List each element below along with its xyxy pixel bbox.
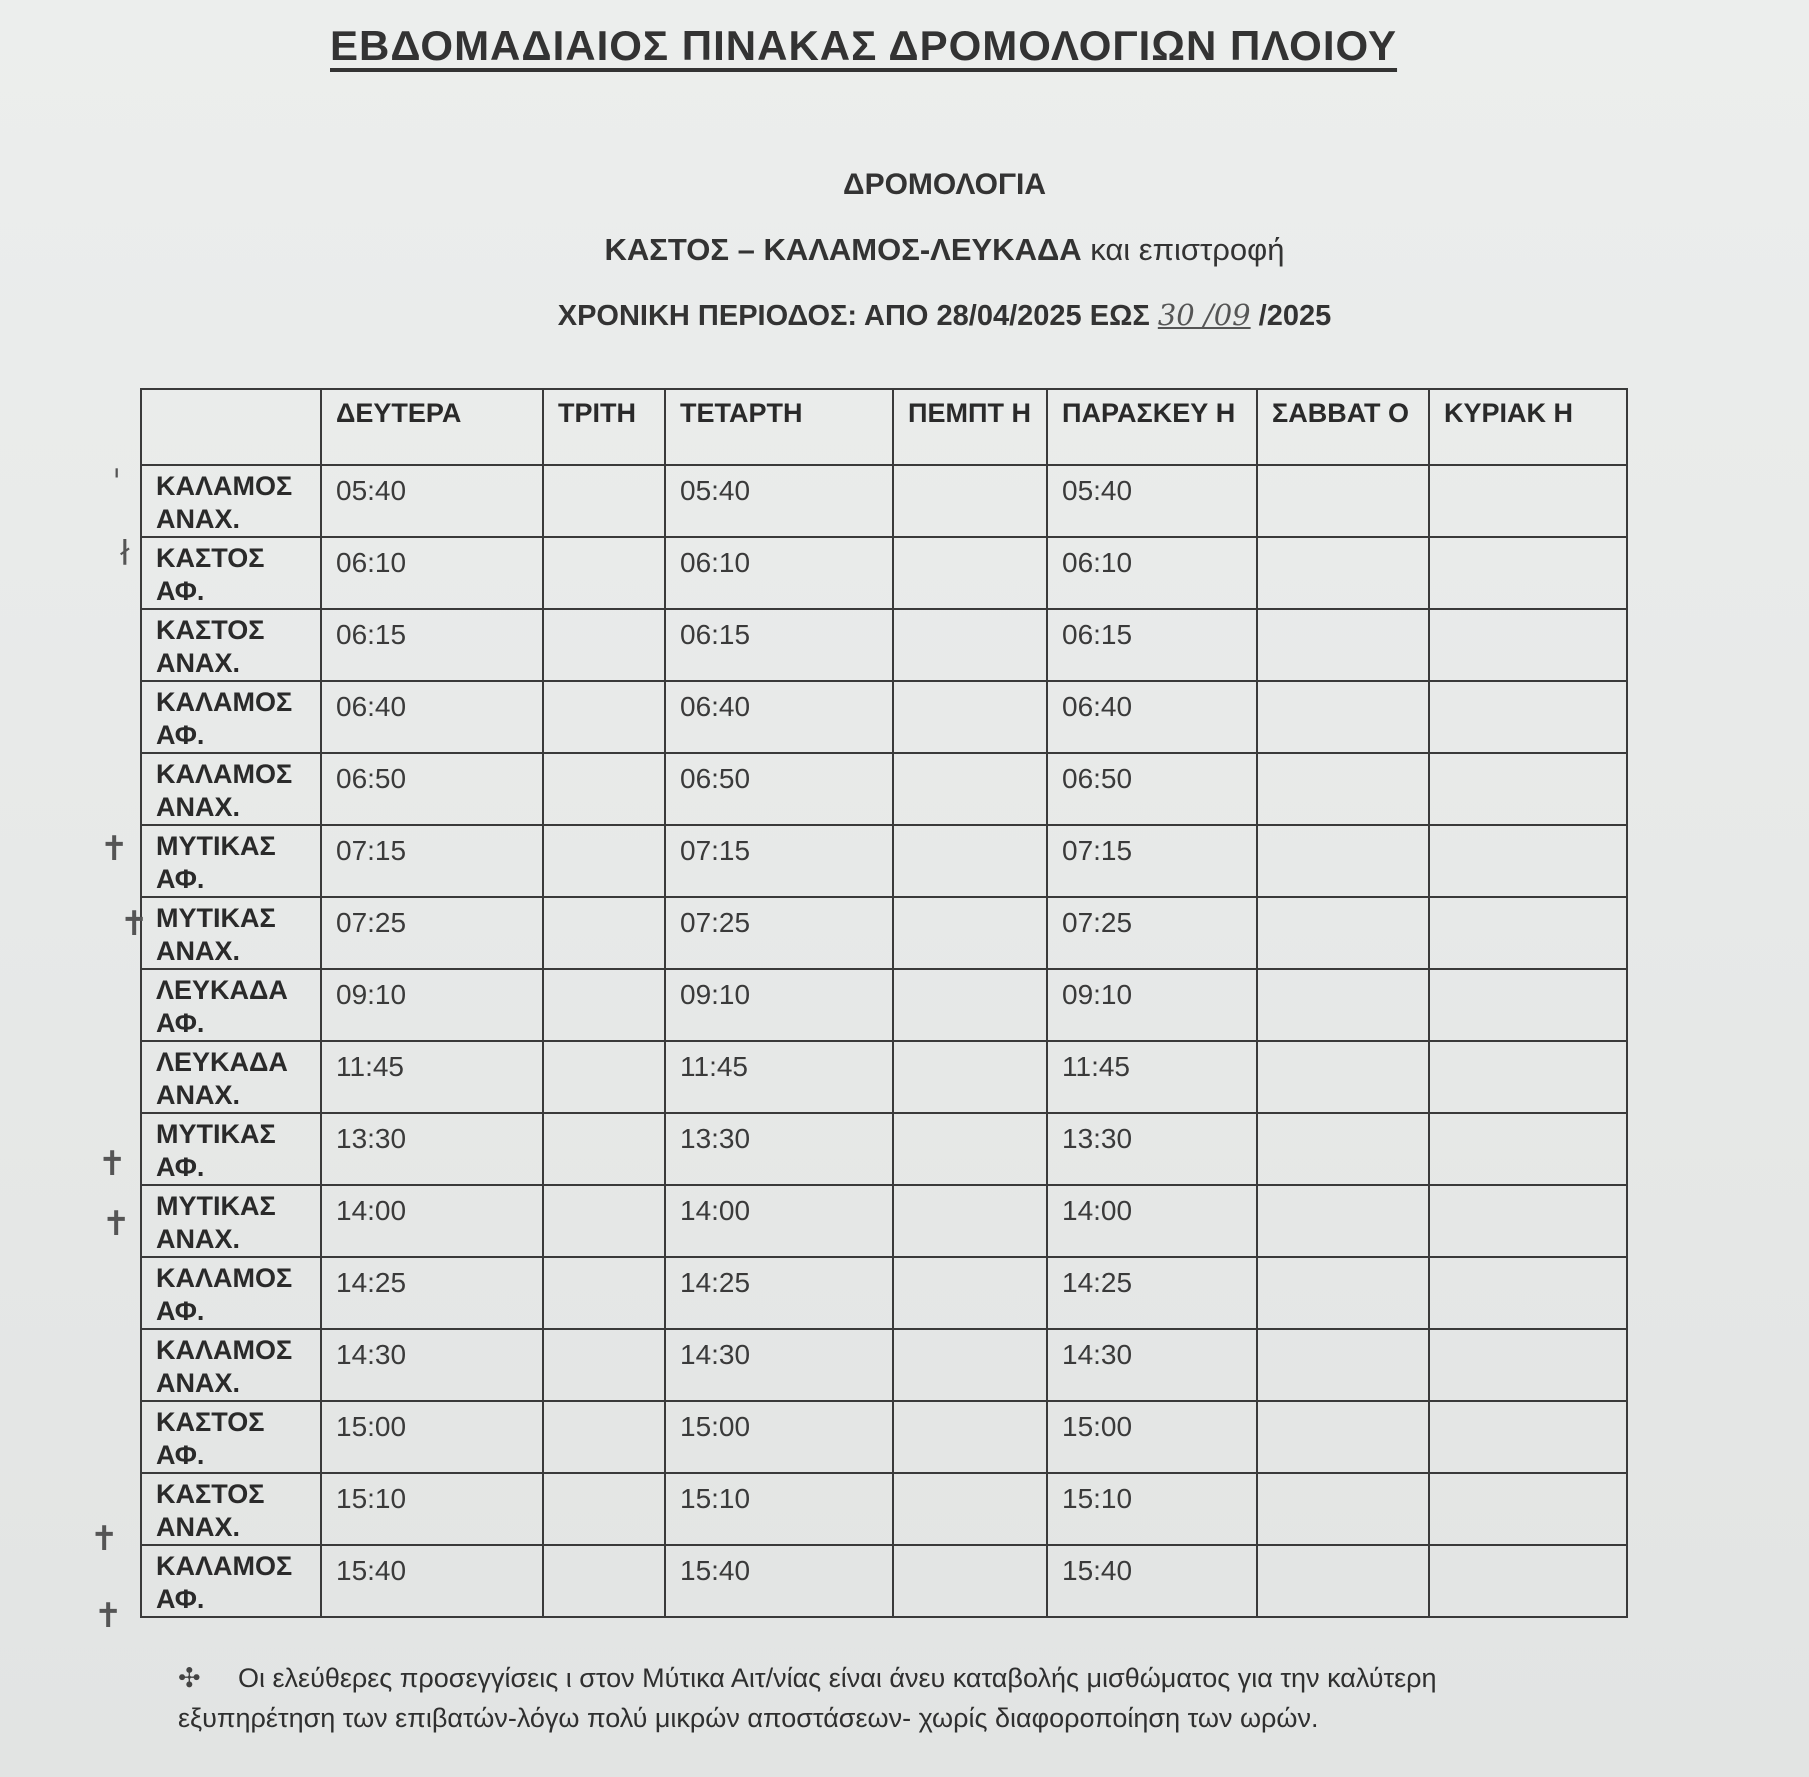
time-cell-wed: 13:30 [665, 1113, 893, 1185]
time-cell-wed: 15:40 [665, 1545, 893, 1617]
table-row [141, 753, 1627, 825]
table-row [141, 969, 1627, 1041]
time-cell-fri: 06:15 [1047, 609, 1257, 681]
time-cell-wed: 07:25 [665, 897, 893, 969]
table-row [141, 1185, 1627, 1257]
time-cell-sun [1429, 753, 1627, 825]
time-cell-sat [1257, 1329, 1429, 1401]
time-cell-sat [1257, 465, 1429, 537]
time-cell-mon: 06:40 [321, 681, 543, 753]
time-cell-fri: 15:40 [1047, 1545, 1257, 1617]
schedule-body [141, 465, 1627, 1617]
time-cell-sun [1429, 1329, 1627, 1401]
time-cell-sun [1429, 1041, 1627, 1113]
time-cell-fri: 06:40 [1047, 681, 1257, 753]
time-cell-fri: 05:40 [1047, 465, 1257, 537]
time-cell-mon: 14:00 [321, 1185, 543, 1257]
time-cell-thu [893, 1329, 1047, 1401]
stop-name-cell: ΚΑΛΑΜΟΣ ΑΝΑΧ. [141, 465, 321, 537]
stop-name-cell: ΚΑΛΑΜΟΣ ΑΦ. [141, 1257, 321, 1329]
time-cell-mon: 15:10 [321, 1473, 543, 1545]
header-day-3: ΤΕΤΑΡΤΗ [665, 389, 893, 465]
table-row [141, 1545, 1627, 1617]
time-cell-fri: 15:00 [1047, 1401, 1257, 1473]
time-cell-mon: 05:40 [321, 465, 543, 537]
stop-name-cell: ΜΥΤΙΚΑΣ ΑΦ. [141, 1113, 321, 1185]
table-header-row [141, 389, 1627, 465]
time-cell-sun [1429, 465, 1627, 537]
stop-name-cell: ΜΥΤΙΚΑΣ ΑΝΑΧ. [141, 1185, 321, 1257]
time-cell-tue [543, 1041, 665, 1113]
time-cell-sat [1257, 753, 1429, 825]
time-cell-wed: 06:50 [665, 753, 893, 825]
header-corner-cell [141, 389, 321, 465]
time-cell-tue [543, 1329, 665, 1401]
time-cell-wed: 14:00 [665, 1185, 893, 1257]
header-day-4: ΠΕΜΠΤ Η [893, 389, 1047, 465]
section-heading: ΔΡΟΜΟΛΟΓΙΑ [843, 168, 1046, 201]
time-cell-sat [1257, 1257, 1429, 1329]
time-cell-sat [1257, 969, 1429, 1041]
time-cell-thu [893, 825, 1047, 897]
time-cell-tue [543, 1401, 665, 1473]
time-cell-mon: 06:15 [321, 609, 543, 681]
route-suffix: και επιστροφή [1090, 232, 1285, 267]
header-day-1: ΔΕΥΤΕΡΑ [321, 389, 543, 465]
time-cell-sat [1257, 1041, 1429, 1113]
time-cell-wed: 06:40 [665, 681, 893, 753]
document-title: ΕΒΔΟΜΑΔΙΑΙΟΣ ΠΙΝΑΚΑΣ ΔΡΟΜΟΛΟΓΙΩΝ ΠΛΟΙΟΥ [330, 22, 1398, 69]
time-cell-thu [893, 969, 1047, 1041]
stop-name-cell: ΚΑΣΤΟΣ ΑΦ. [141, 537, 321, 609]
time-cell-tue [543, 969, 665, 1041]
time-cell-thu [893, 681, 1047, 753]
time-cell-sat [1257, 681, 1429, 753]
time-cell-sun [1429, 969, 1627, 1041]
time-cell-sat [1257, 1545, 1429, 1617]
table-row [141, 1113, 1627, 1185]
time-cell-fri: 11:45 [1047, 1041, 1257, 1113]
period-handwritten-date: 30 /09 [1157, 298, 1251, 332]
time-cell-sun [1429, 609, 1627, 681]
time-cell-mon: 09:10 [321, 969, 543, 1041]
time-cell-tue [543, 1257, 665, 1329]
route-line [0, 232, 1809, 268]
stop-name-cell: ΛΕΥΚΑΔΑ ΑΝΑΧ. [141, 1041, 321, 1113]
time-cell-wed: 15:00 [665, 1401, 893, 1473]
table-row [141, 1257, 1627, 1329]
time-cell-sat [1257, 1185, 1429, 1257]
time-cell-fri: 06:10 [1047, 537, 1257, 609]
time-cell-thu [893, 1473, 1047, 1545]
table-row [141, 609, 1627, 681]
stop-name-cell: ΛΕΥΚΑΔΑ ΑΦ. [141, 969, 321, 1041]
time-cell-tue [543, 1185, 665, 1257]
pencil-mark-icon: ✝ [120, 904, 149, 944]
time-cell-tue [543, 465, 665, 537]
time-cell-wed: 14:25 [665, 1257, 893, 1329]
time-cell-sat [1257, 1473, 1429, 1545]
time-cell-tue [543, 1113, 665, 1185]
period-prefix: ΧΡΟΝΙΚΗ ΠΕΡΙΟΔΟΣ: ΑΠΟ 28/04/2025 ΕΩΣ [557, 300, 1150, 332]
stop-name-cell: ΚΑΣΤΟΣ ΑΦ. [141, 1401, 321, 1473]
table-row [141, 1041, 1627, 1113]
time-cell-sat [1257, 609, 1429, 681]
time-cell-fri: 15:10 [1047, 1473, 1257, 1545]
time-cell-tue [543, 609, 665, 681]
time-cell-thu [893, 897, 1047, 969]
time-cell-wed: 14:30 [665, 1329, 893, 1401]
time-cell-sun [1429, 825, 1627, 897]
time-cell-wed: 05:40 [665, 465, 893, 537]
time-cell-thu [893, 537, 1047, 609]
time-cell-tue [543, 681, 665, 753]
time-cell-thu [893, 753, 1047, 825]
time-cell-mon: 11:45 [321, 1041, 543, 1113]
time-cell-fri: 14:00 [1047, 1185, 1257, 1257]
table-row [141, 1473, 1627, 1545]
time-cell-mon: 14:25 [321, 1257, 543, 1329]
time-cell-thu [893, 1113, 1047, 1185]
time-cell-sat [1257, 1113, 1429, 1185]
time-cell-sat [1257, 537, 1429, 609]
header-day-7: ΚΥΡΙΑΚ Η [1429, 389, 1627, 465]
time-cell-tue [543, 537, 665, 609]
time-cell-fri: 07:25 [1047, 897, 1257, 969]
table-row [141, 897, 1627, 969]
time-cell-fri: 09:10 [1047, 969, 1257, 1041]
stop-name-cell: ΜΥΤΙΚΑΣ ΑΝΑΧ. [141, 897, 321, 969]
diamond-bullet-icon: ✣ [178, 1663, 201, 1693]
time-cell-mon: 06:50 [321, 753, 543, 825]
pencil-mark-icon: ✝ [102, 1204, 131, 1244]
time-cell-mon: 06:10 [321, 537, 543, 609]
table-row [141, 681, 1627, 753]
time-cell-tue [543, 825, 665, 897]
time-cell-wed: 15:10 [665, 1473, 893, 1545]
time-cell-thu [893, 1041, 1047, 1113]
time-cell-sun [1429, 1401, 1627, 1473]
pencil-mark-icon: ł [120, 534, 130, 574]
table-row [141, 825, 1627, 897]
period-suffix: /2025 [1258, 300, 1332, 332]
time-cell-tue [543, 753, 665, 825]
pencil-mark-icon: ✝ [90, 1519, 119, 1559]
time-cell-wed: 09:10 [665, 969, 893, 1041]
time-cell-mon: 13:30 [321, 1113, 543, 1185]
table-row [141, 1401, 1627, 1473]
time-cell-sun [1429, 897, 1627, 969]
header-day-6: ΣΑΒΒΑΤ Ο [1257, 389, 1429, 465]
time-cell-fri: 14:25 [1047, 1257, 1257, 1329]
footnote-text: Οι ελεύθερες προσεγγίσεις ι στον Μύτικα Αιτ/νίας είναι άνευ καταβολής μισθώματος για την καλύτερη εξυπηρέτηση των επιβατών-λόγω πολύ μικρών αποστάσεων- χωρίς διαφοροποίηση των ωρών. [178, 1663, 1437, 1733]
stop-name-cell: ΚΑΛΑΜΟΣ ΑΦ. [141, 681, 321, 753]
time-cell-sun [1429, 1473, 1627, 1545]
time-cell-mon: 15:00 [321, 1401, 543, 1473]
time-cell-fri: 06:50 [1047, 753, 1257, 825]
time-cell-mon: 07:15 [321, 825, 543, 897]
schedule-table [140, 388, 1628, 1618]
time-cell-thu [893, 1401, 1047, 1473]
time-cell-tue [543, 1473, 665, 1545]
stop-name-cell: ΜΥΤΙΚΑΣ ΑΦ. [141, 825, 321, 897]
footnote [178, 1658, 1598, 1738]
table-row [141, 465, 1627, 537]
header-day-5: ΠΑΡΑΣΚΕΥ Η [1047, 389, 1257, 465]
stop-name-cell: ΚΑΣΤΟΣ ΑΝΑΧ. [141, 1473, 321, 1545]
time-cell-mon: 07:25 [321, 897, 543, 969]
time-cell-mon: 15:40 [321, 1545, 543, 1617]
time-cell-thu [893, 609, 1047, 681]
table-row [141, 537, 1627, 609]
time-cell-tue [543, 1545, 665, 1617]
header-day-2: ΤΡΙΤΗ [543, 389, 665, 465]
period-line [0, 298, 1809, 333]
time-cell-sat [1257, 897, 1429, 969]
time-cell-thu [893, 1545, 1047, 1617]
time-cell-fri: 13:30 [1047, 1113, 1257, 1185]
time-cell-tue [543, 897, 665, 969]
table-row [141, 1329, 1627, 1401]
pencil-mark-icon: ✝ [98, 1144, 127, 1184]
stop-name-cell: ΚΑΛΑΜΟΣ ΑΝΑΧ. [141, 753, 321, 825]
time-cell-sun [1429, 681, 1627, 753]
stop-name-cell: ΚΑΛΑΜΟΣ ΑΦ. [141, 1545, 321, 1617]
stop-name-cell: ΚΑΣΤΟΣ ΑΝΑΧ. [141, 609, 321, 681]
time-cell-thu [893, 1185, 1047, 1257]
time-cell-mon: 14:30 [321, 1329, 543, 1401]
time-cell-thu [893, 465, 1047, 537]
time-cell-sun [1429, 1185, 1627, 1257]
time-cell-fri: 07:15 [1047, 825, 1257, 897]
route-name: ΚΑΣΤΟΣ – ΚΑΛΑΜΟΣ-ΛΕΥΚΑΔΑ [604, 232, 1082, 267]
pencil-mark-icon: ✝ [94, 1596, 123, 1636]
time-cell-wed: 06:15 [665, 609, 893, 681]
time-cell-sun [1429, 1257, 1627, 1329]
pencil-mark-icon: ✝ [100, 829, 129, 869]
time-cell-sun [1429, 1113, 1627, 1185]
time-cell-sun [1429, 537, 1627, 609]
time-cell-thu [893, 1257, 1047, 1329]
time-cell-sun [1429, 1545, 1627, 1617]
time-cell-sat [1257, 825, 1429, 897]
time-cell-fri: 14:30 [1047, 1329, 1257, 1401]
time-cell-sat [1257, 1401, 1429, 1473]
time-cell-wed: 07:15 [665, 825, 893, 897]
stop-name-cell: ΚΑΛΑΜΟΣ ΑΝΑΧ. [141, 1329, 321, 1401]
time-cell-wed: 06:10 [665, 537, 893, 609]
time-cell-wed: 11:45 [665, 1041, 893, 1113]
pencil-mark-icon: ˈ [112, 463, 122, 503]
